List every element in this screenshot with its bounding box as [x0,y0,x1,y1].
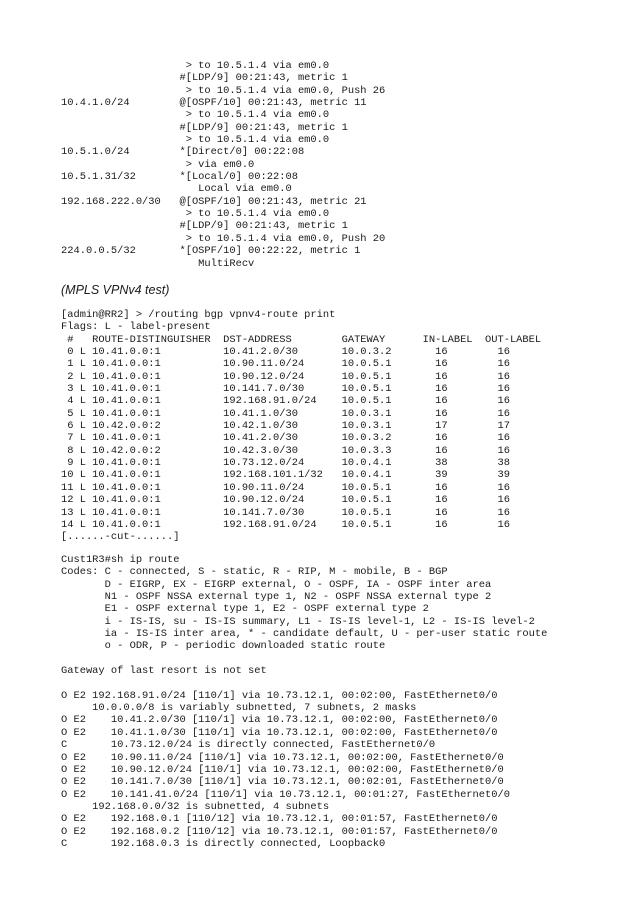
junos-route-output [61,60,385,270]
vpnv4-line: 14 L 10.41.0.0:1 192.168.91.0/24 10.0.5.1 16 16 [61,518,510,531]
vpnv4-line: 8 L 10.42.0.0:2 10.42.3.0/30 10.0.3.3 16 16 [61,444,510,457]
vpnv4-line: 7 L 10.41.0.0:1 10.41.2.0/30 10.0.3.2 16 16 [61,432,510,445]
vpnv4-line: 4 L 10.41.0.0:1 192.168.91.0/24 10.0.5.1 16 16 [61,395,510,408]
route-line: 10.5.1.0/24 *[Direct/0] 00:22:08 [61,146,305,159]
vpnv4-line: 6 L 10.42.0.0:2 10.42.1.0/30 10.0.3.1 17 17 [61,420,510,433]
ip-route-line: i - IS-IS, su - IS-IS summary, L1 - IS-IS level-1, L2 - IS-IS level-2 [61,615,535,628]
section-title: (MPLS VPNv4 test) [61,283,170,297]
route-line: > to 10.5.1.4 via em0.0, Push 20 [61,232,386,245]
vpnv4-line: 2 L 10.41.0.0:1 10.90.12.0/24 10.0.5.1 16 16 [61,370,510,383]
route-line: Local via em0.0 [61,183,292,196]
vpnv4-line: 10 L 10.41.0.0:1 192.168.101.1/32 10.0.4.1 39 39 [61,469,510,482]
ip-route-line: O E2 10.141.7.0/30 [110/1] via 10.73.12.1, 00:02:01, FastEthernet0/0 [61,776,504,789]
ip-route-line: Codes: C - connected, S - static, R - RIP, M - mobile, B - BGP [61,566,448,579]
ip-route-line: O E2 192.168.0.1 [110/12] via 10.73.12.1, 00:01:57, FastEthernet0/0 [61,813,498,826]
ip-route-line: C 192.168.0.3 is directly connected, Loopback0 [61,837,386,850]
ip-route-line: E1 - OSPF external type 1, E2 - OSPF external type 2 [61,603,429,616]
ip-route-line: ia - IS-IS inter area, * - candidate default, U - per-user static route [61,628,548,641]
ip-route-line: 10.0.0.0/8 is variably subnetted, 7 subnets, 2 masks [61,702,417,715]
vpnv4-line: Flags: L - label-present [61,321,211,334]
ip-route-line: O E2 10.141.41.0/24 [110/1] via 10.73.12.1, 00:01:27, FastEthernet0/0 [61,788,510,801]
vpnv4-line: 1 L 10.41.0.0:1 10.90.11.0/24 10.0.5.1 16 16 [61,358,510,371]
route-line: #[LDP/9] 00:21:43, metric 1 [61,220,348,233]
route-line: > to 10.5.1.4 via em0.0 [61,208,330,221]
ip-route-line: O E2 10.90.12.0/24 [110/1] via 10.73.12.1, 00:02:00, FastEthernet0/0 [61,763,504,776]
vpnv4-line: 3 L 10.41.0.0:1 10.141.7.0/30 10.0.5.1 16 16 [61,383,510,396]
vpnv4-line: 5 L 10.41.0.0:1 10.41.1.0/30 10.0.3.1 16 16 [61,407,510,420]
route-line: > via em0.0 [61,158,255,171]
vpnv4-line: 12 L 10.41.0.0:1 10.90.12.0/24 10.0.5.1 16 16 [61,494,510,507]
vpnv4-route-output [61,309,541,544]
vpnv4-line: 11 L 10.41.0.0:1 10.90.11.0/24 10.0.5.1 16 16 [61,481,510,494]
ip-route-output [61,554,547,850]
ip-route-line [61,653,547,665]
route-line: #[LDP/9] 00:21:43, metric 1 [61,72,348,85]
ip-route-line: O E2 10.90.11.0/24 [110/1] via 10.73.12.1, 00:02:00, FastEthernet0/0 [61,751,504,764]
ip-route-line: O E2 192.168.0.2 [110/12] via 10.73.12.1, 00:01:57, FastEthernet0/0 [61,825,498,838]
ip-route-line: 192.168.0.0/32 is subnetted, 4 subnets [61,800,330,813]
ip-route-line [61,677,547,689]
route-line: 192.168.222.0/30 @[OSPF/10] 00:21:43, metric 21 [61,195,367,208]
ip-route-line: Cust1R3#sh ip route [61,554,180,566]
vpnv4-line: 9 L 10.41.0.0:1 10.73.12.0/24 10.0.4.1 38 38 [61,457,510,470]
route-line: > to 10.5.1.4 via em0.0 [61,109,330,122]
ip-route-line: O E2 10.41.1.0/30 [110/1] via 10.73.12.1, 00:02:00, FastEthernet0/0 [61,726,498,739]
ip-route-line: D - EIGRP, EX - EIGRP external, O - OSPF, IA - OSPF inter area [61,578,492,591]
vpnv4-line: # ROUTE-DISTINGUISHER DST-ADDRESS GATEWAY IN-LABEL OUT-LABEL [61,333,542,346]
vpnv4-line: 13 L 10.41.0.0:1 10.141.7.0/30 10.0.5.1 16 16 [61,506,510,519]
vpnv4-line: 0 L 10.41.0.0:1 10.41.2.0/30 10.0.3.2 16 16 [61,346,510,359]
ip-route-line: Gateway of last resort is not set [61,665,267,678]
route-line: 10.5.1.31/32 *[Local/0] 00:22:08 [61,171,298,184]
vpnv4-line: [admin@RR2] > /routing bgp vpnv4-route print [61,309,336,321]
ip-route-line: O E2 192.168.91.0/24 [110/1] via 10.73.12.1, 00:02:00, FastEthernet0/0 [61,689,498,702]
ip-route-line: O E2 10.41.2.0/30 [110/1] via 10.73.12.1, 00:02:00, FastEthernet0/0 [61,714,498,727]
route-line: 10.4.1.0/24 @[OSPF/10] 00:21:43, metric 11 [61,97,367,110]
route-line: > to 10.5.1.4 via em0.0, Push 26 [61,84,386,97]
ip-route-line: C 10.73.12.0/24 is directly connected, FastEthernet0/0 [61,739,436,752]
route-line: 224.0.0.5/32 *[OSPF/10] 00:22:22, metric 1 [61,245,361,258]
route-line: #[LDP/9] 00:21:43, metric 1 [61,121,348,134]
ip-route-line: N1 - OSPF NSSA external type 1, N2 - OSPF NSSA external type 2 [61,591,492,604]
route-line: > to 10.5.1.4 via em0.0 [61,60,330,72]
route-line: MultiRecv [61,257,255,270]
vpnv4-line: [......-cut-......] [61,531,180,544]
ip-route-line: o - ODR, P - periodic downloaded static route [61,640,386,653]
route-line: > to 10.5.1.4 via em0.0 [61,134,330,147]
